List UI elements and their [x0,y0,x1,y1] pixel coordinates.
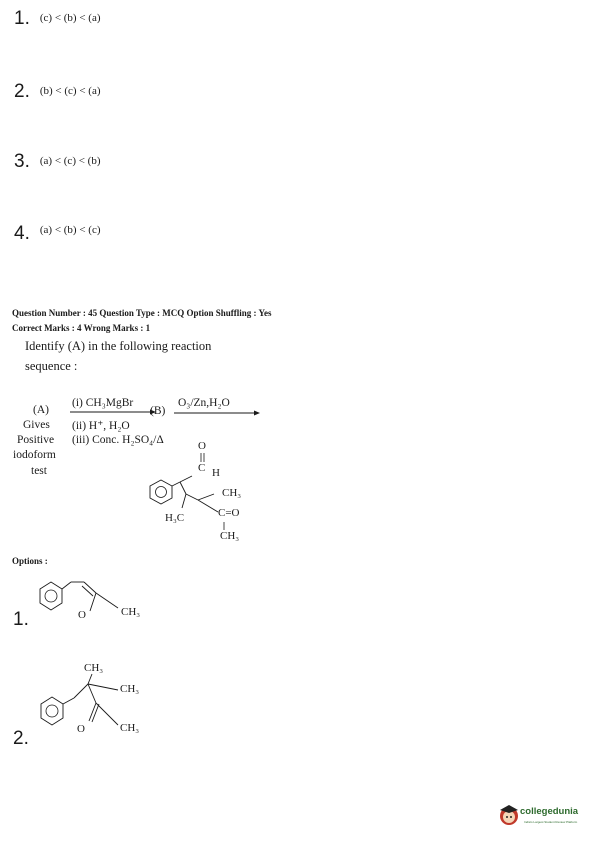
option-number: 2. [14,81,30,102]
collegedunia-logo [498,801,590,831]
product-carbonyl-c: C [198,462,206,474]
logo-name: collegedunia [520,806,579,817]
product-ketone: C=O [218,507,240,519]
option-text: (a) < (c) < (b) [39,155,101,167]
graduate-mascot-icon [498,803,520,827]
step4-reagent: O₃/Zn,H₂O [178,397,230,409]
option-number: 4. [14,223,30,244]
step2-reagent: (ii) H⁺, H₂O [72,420,130,432]
option-number: 1. [14,8,30,29]
product-methyl-2: CH₃ [220,530,240,542]
step3-reagent: (iii) Conc. H₂SO₄/Δ [72,434,164,446]
question-meta-line1: Question Number : 45 Question Type : MCQ Option Shuffling : Yes [12,308,272,318]
benzene-circle [46,705,58,717]
option-text: (c) < (b) < (a) [39,12,101,24]
intermediate-label: (B) [150,405,166,417]
product-oxygen: O [198,440,206,452]
option-1-oxygen: O [78,609,86,621]
reactant-note-test: test [31,465,47,477]
option-2-methyl-top: CH₃ [84,662,104,674]
question-meta-line2: Correct Marks : 4 Wrong Marks : 1 [12,323,151,333]
reactant-note-gives: Gives [23,419,50,431]
option-1-methyl: CH₃ [121,606,141,618]
option-2-number: 2. [13,728,29,749]
options-label: Options : [12,556,48,566]
product-h3c: H₃C [165,512,185,524]
question-line2: sequence : [25,359,78,373]
logo-tagline: India's Largest Student Review Platform [524,820,578,824]
option-2-methyl-right: CH₃ [120,683,140,695]
product-aldehyde-h: H [212,467,220,479]
step1-reagent: (i) CH₃MgBr [72,397,134,409]
reactant-note-iodoform: iodoform [13,449,56,461]
option-2-oxygen: O [77,723,85,735]
option-number: 3. [14,151,30,172]
reactant-label: (A) [33,404,49,416]
product-methyl-1: CH₃ [222,487,242,499]
reactant-note-positive: Positive [17,434,55,446]
question-line1: Identify (A) in the following reaction [25,339,212,353]
option-1-number: 1. [13,609,29,630]
option-text: (b) < (c) < (a) [39,85,101,97]
option-text: (a) < (b) < (c) [39,224,101,236]
benzene-ring [41,697,63,725]
option-2-methyl-bottom: CH₃ [120,722,140,734]
